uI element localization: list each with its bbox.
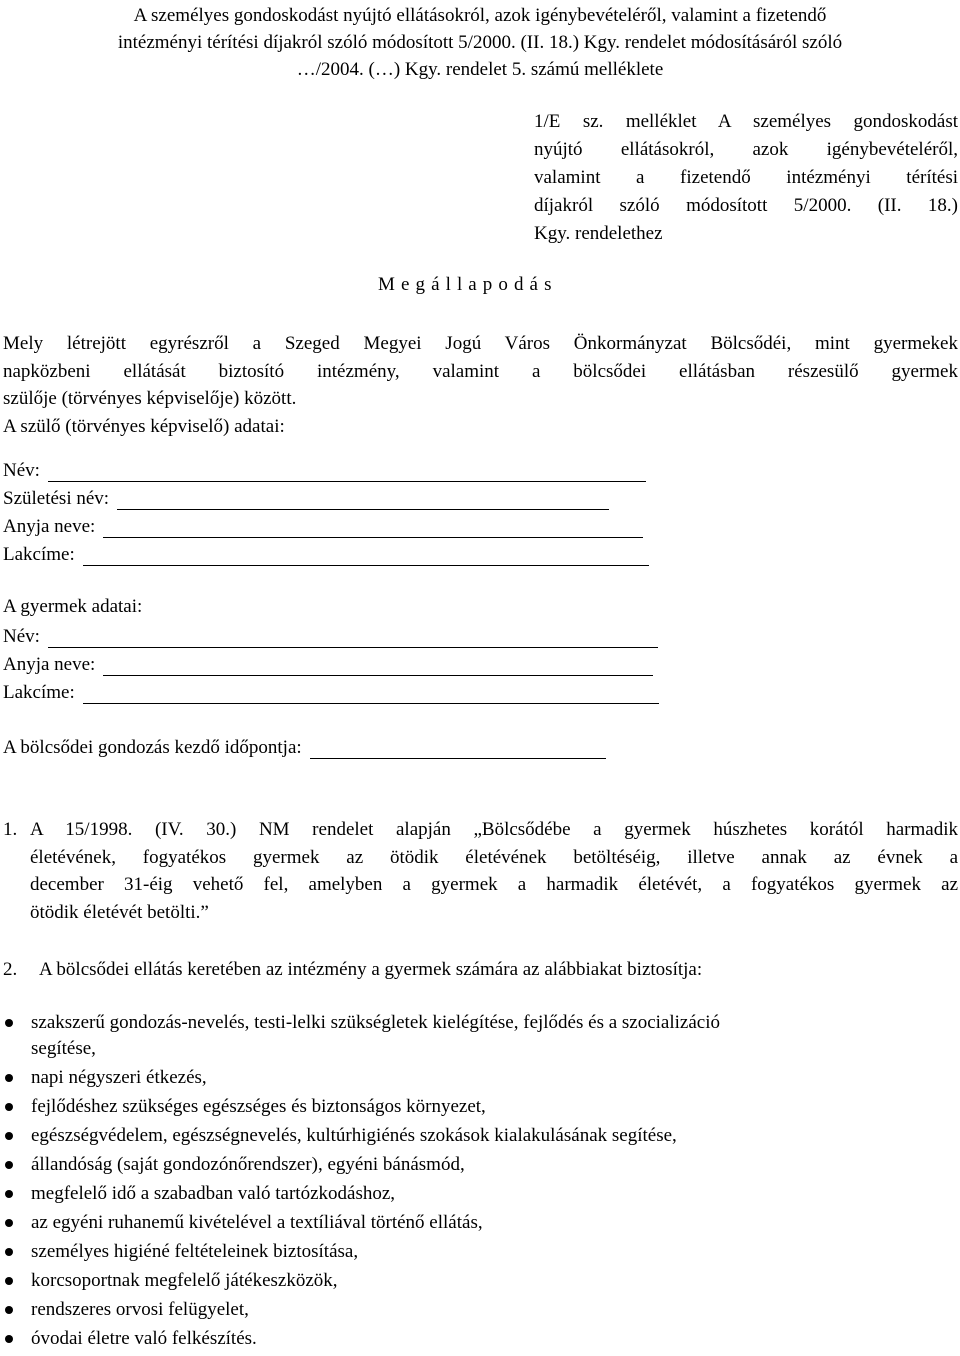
list-item bbox=[0, 1010, 958, 1062]
parent-birth-name-field[interactable] bbox=[3, 484, 609, 510]
parent-birth-name-blank[interactable] bbox=[117, 489, 609, 510]
child-mother-name-blank[interactable] bbox=[103, 655, 653, 676]
parent-birth-name-label: Születési név: bbox=[3, 488, 110, 509]
child-address-label: Lakcíme: bbox=[3, 682, 75, 703]
annex-line: 1/E sz. melléklet A személyes gondoskodást bbox=[534, 111, 958, 132]
parent-address-field[interactable] bbox=[3, 540, 649, 566]
child-name-field[interactable] bbox=[3, 622, 658, 648]
list-item-text: napi négyszeri étkezés, bbox=[31, 1067, 207, 1088]
parent-mother-name-label: Anyja neve: bbox=[3, 516, 96, 537]
list-item-text: rendszeres orvosi felügyelet, bbox=[31, 1299, 249, 1320]
start-date-blank[interactable] bbox=[310, 738, 606, 759]
list-item-text: az egyéni ruhanemű kivételével a textíliával történő ellátás, bbox=[31, 1212, 483, 1233]
child-address-field[interactable] bbox=[3, 678, 659, 704]
point-2-number: 2. bbox=[3, 959, 18, 980]
annex-reference bbox=[534, 108, 958, 248]
intro-line: Mely létrejött egyrészről a Szeged Megyei Jogú Város Önkormányzat Bölcsődéi, mint gyermekek bbox=[3, 333, 958, 354]
intro-line: szülője (törvényes képviselője) között. bbox=[3, 388, 297, 409]
list-item-text: állandóság (saját gondozónőrendszer), egyéni bánásmód, bbox=[31, 1154, 465, 1175]
parent-name-label: Név: bbox=[3, 460, 40, 481]
point-2-text: A bölcsődei ellátás keretében az intézmény a gyermek számára az alábbiakat biztosítja: bbox=[39, 959, 703, 980]
bullet-icon bbox=[5, 1161, 13, 1169]
intro-paragraph bbox=[3, 330, 958, 440]
list-item bbox=[0, 1152, 958, 1178]
parent-mother-name-blank[interactable] bbox=[103, 517, 643, 538]
point-1-line: A 15/1998. (IV. 30.) NM rendelet alapján „Bölcsődébe a gyermek húszhetes korától harmadik bbox=[30, 819, 958, 840]
annex-line: valamint a fizetendő intézményi térítési bbox=[534, 167, 958, 188]
annex-line: Kgy. rendelethez bbox=[534, 223, 663, 244]
parent-name-field[interactable] bbox=[3, 456, 646, 482]
list-item bbox=[0, 1181, 958, 1207]
parent-address-blank[interactable] bbox=[83, 545, 649, 566]
list-item-text: személyes higiéné feltételeinek biztosítása, bbox=[31, 1241, 359, 1262]
list-item bbox=[0, 1268, 958, 1294]
point-1-line: életévének, fogyatékos gyermek az ötödik életévének betöltéséig, illetve annak az évnek a bbox=[30, 846, 958, 868]
list-item-text: egészségvédelem, egészségnevelés, kultúrhigiénés szokások kialakulásának segítése, bbox=[31, 1125, 677, 1146]
list-item bbox=[0, 1297, 958, 1323]
parent-name-blank[interactable] bbox=[48, 461, 646, 482]
child-data-heading: A gyermek adatai: bbox=[3, 596, 143, 617]
point-1-line: december 31-éig vehető fel, amelyben a gyermek a harmadik életévét, a fogyatékos gyermek az bbox=[30, 874, 958, 895]
header-line-2: intézményi térítési díjakról szóló módosított 5/2000. (II. 18.) Kgy. rendelet módosításáról szóló bbox=[117, 32, 843, 53]
header-line-3: …/2004. (…) Kgy. rendelet 5. számú melléklete bbox=[296, 59, 664, 80]
services-list bbox=[0, 1010, 958, 1355]
list-item-text: szakszerű gondozás-nevelés, testi-lelki szükségletek kielégítése, fejlődés és a szocializáció bbox=[31, 1012, 721, 1033]
bullet-icon bbox=[5, 1277, 13, 1285]
bullet-icon bbox=[5, 1019, 13, 1027]
bullet-icon bbox=[5, 1248, 13, 1256]
list-item bbox=[0, 1326, 958, 1352]
point-2 bbox=[3, 956, 958, 984]
point-1 bbox=[3, 816, 958, 926]
point-1-line: ötödik életévét betölti.” bbox=[30, 901, 209, 923]
list-item-text: segítése, bbox=[31, 1038, 96, 1059]
parent-mother-name-field[interactable] bbox=[3, 512, 643, 538]
bullet-icon bbox=[5, 1190, 13, 1198]
list-item bbox=[0, 1094, 958, 1120]
intro-line: napközbeni ellátását biztosító intézmény, valamint a bölcsődei ellátásban részesülő gyermek bbox=[3, 360, 958, 382]
child-name-label: Név: bbox=[3, 626, 40, 647]
bullet-icon bbox=[5, 1335, 13, 1343]
document-title: Megállapodás bbox=[378, 274, 558, 295]
list-item bbox=[0, 1239, 958, 1265]
annex-line: díjakról szóló módosított 5/2000. (II. 18.) bbox=[534, 195, 958, 216]
annex-line: nyújtó ellátásokról, azok igénybevételéről, bbox=[534, 139, 958, 160]
child-address-blank[interactable] bbox=[83, 683, 659, 704]
list-item-text: korcsoportnak megfelelő játékeszközök, bbox=[31, 1270, 338, 1291]
child-mother-name-field[interactable] bbox=[3, 650, 653, 676]
list-item-text: óvodai életre való felkészítés. bbox=[31, 1328, 257, 1349]
list-item bbox=[0, 1065, 958, 1091]
start-date-label: A bölcsődei gondozás kezdő időpontja: bbox=[3, 737, 302, 758]
start-date-field[interactable] bbox=[3, 733, 606, 759]
bullet-icon bbox=[5, 1132, 13, 1140]
header-line-1: A személyes gondoskodást nyújtó ellátásokról, azok igénybevételéről, valamint a fizetendő bbox=[133, 5, 827, 26]
list-item bbox=[0, 1210, 958, 1236]
child-name-blank[interactable] bbox=[48, 627, 658, 648]
bullet-icon bbox=[5, 1103, 13, 1111]
point-1-number: 1. bbox=[3, 819, 18, 840]
bullet-icon bbox=[5, 1074, 13, 1082]
bullet-icon bbox=[5, 1219, 13, 1227]
list-item-text: megfelelő idő a szabadban való tartózkodáshoz, bbox=[31, 1183, 396, 1204]
bullet-icon bbox=[5, 1306, 13, 1314]
list-item-text: fejlődéshez szükséges egészséges és biztonságos környezet, bbox=[31, 1096, 486, 1117]
parent-data-heading: A szülő (törvényes képviselő) adatai: bbox=[3, 415, 285, 437]
child-mother-name-label: Anyja neve: bbox=[3, 654, 96, 675]
parent-address-label: Lakcíme: bbox=[3, 544, 75, 565]
document-header bbox=[40, 2, 920, 83]
list-item bbox=[0, 1123, 958, 1149]
